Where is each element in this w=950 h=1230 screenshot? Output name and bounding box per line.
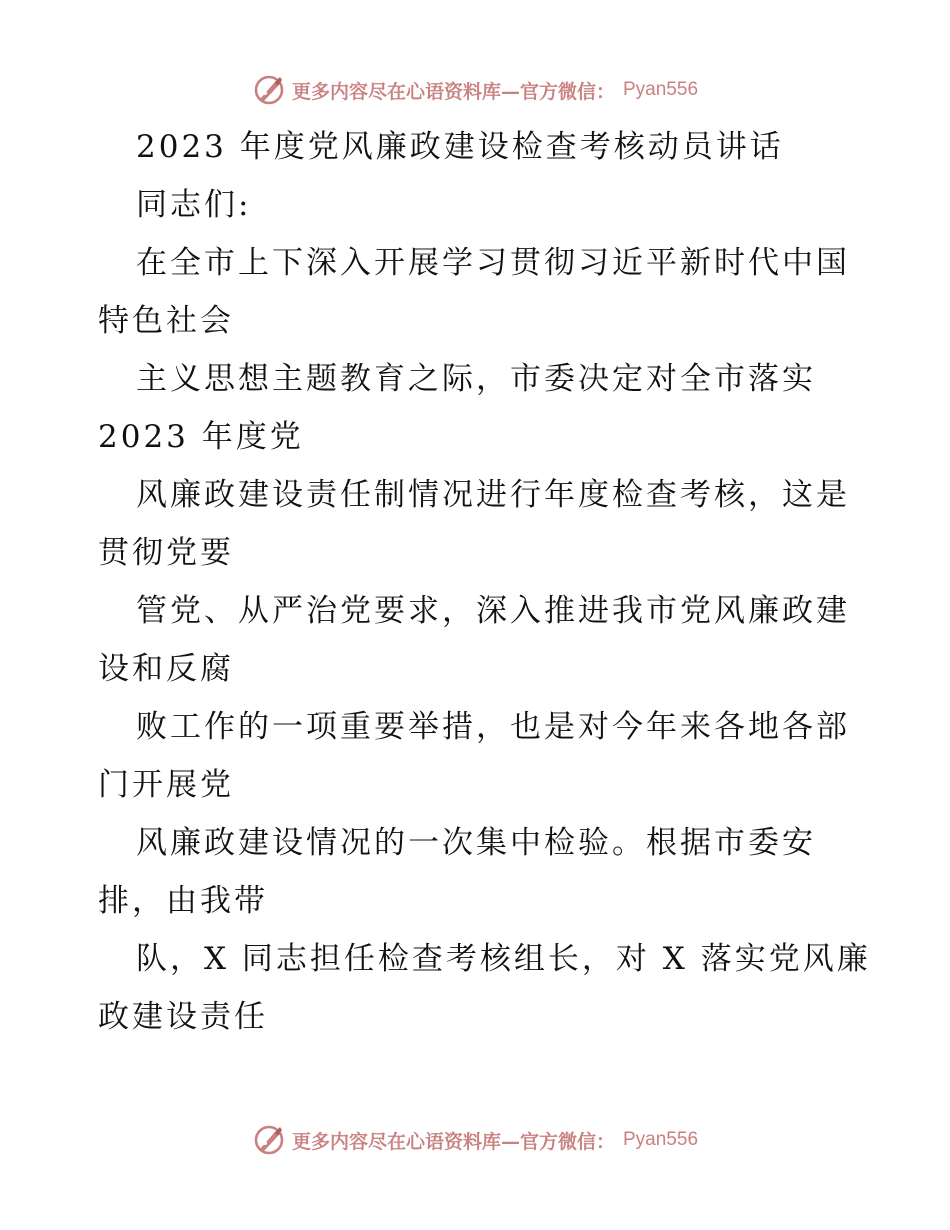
body-line: 在全市上下深入开展学习贯彻习近平新时代中国 <box>136 245 850 281</box>
body-line: 门开展党 <box>98 767 234 803</box>
body-line: 风廉政建设责任制情况进行年度检查考核，这是 <box>136 477 850 513</box>
watermark-text: 更多内容尽在心语资料库—官方微信： <box>291 1130 615 1153</box>
document-body <box>98 118 871 1046</box>
body-line: 排，由我带 <box>98 883 268 919</box>
body-line: 管党、从严治党要求，深入推进我市党风廉政建 <box>136 593 850 629</box>
pen-logo-icon <box>252 1123 286 1157</box>
watermark-id: Pyan556 <box>623 1129 699 1150</box>
pen-logo-icon <box>252 73 286 107</box>
body-line: 败工作的一项重要举措，也是对今年来各地各部 <box>136 709 850 745</box>
body-line: 特色社会 <box>98 303 234 339</box>
salutation: 同志们: <box>136 187 252 223</box>
watermark-text: 更多内容尽在心语资料库—官方微信： <box>291 80 615 103</box>
body-line: 风廉政建设情况的一次集中检验。根据市委安 <box>136 825 816 861</box>
document-title: 2023 年度党风廉政建设检查考核动员讲话 <box>136 129 784 165</box>
watermark-banner-top <box>0 70 950 110</box>
body-line: 贯彻党要 <box>98 535 234 571</box>
body-line: 2023 年度党 <box>98 419 304 455</box>
body-line: 政建设责任 <box>98 999 268 1035</box>
body-line: 队，X 同志担任检查考核组长，对 X 落实党风廉 <box>136 941 871 977</box>
body-line: 主义思想主题教育之际，市委决定对全市落实 <box>136 361 816 397</box>
watermark-id: Pyan556 <box>623 79 699 100</box>
body-line: 设和反腐 <box>98 651 234 687</box>
watermark-banner-bottom <box>0 1120 950 1160</box>
